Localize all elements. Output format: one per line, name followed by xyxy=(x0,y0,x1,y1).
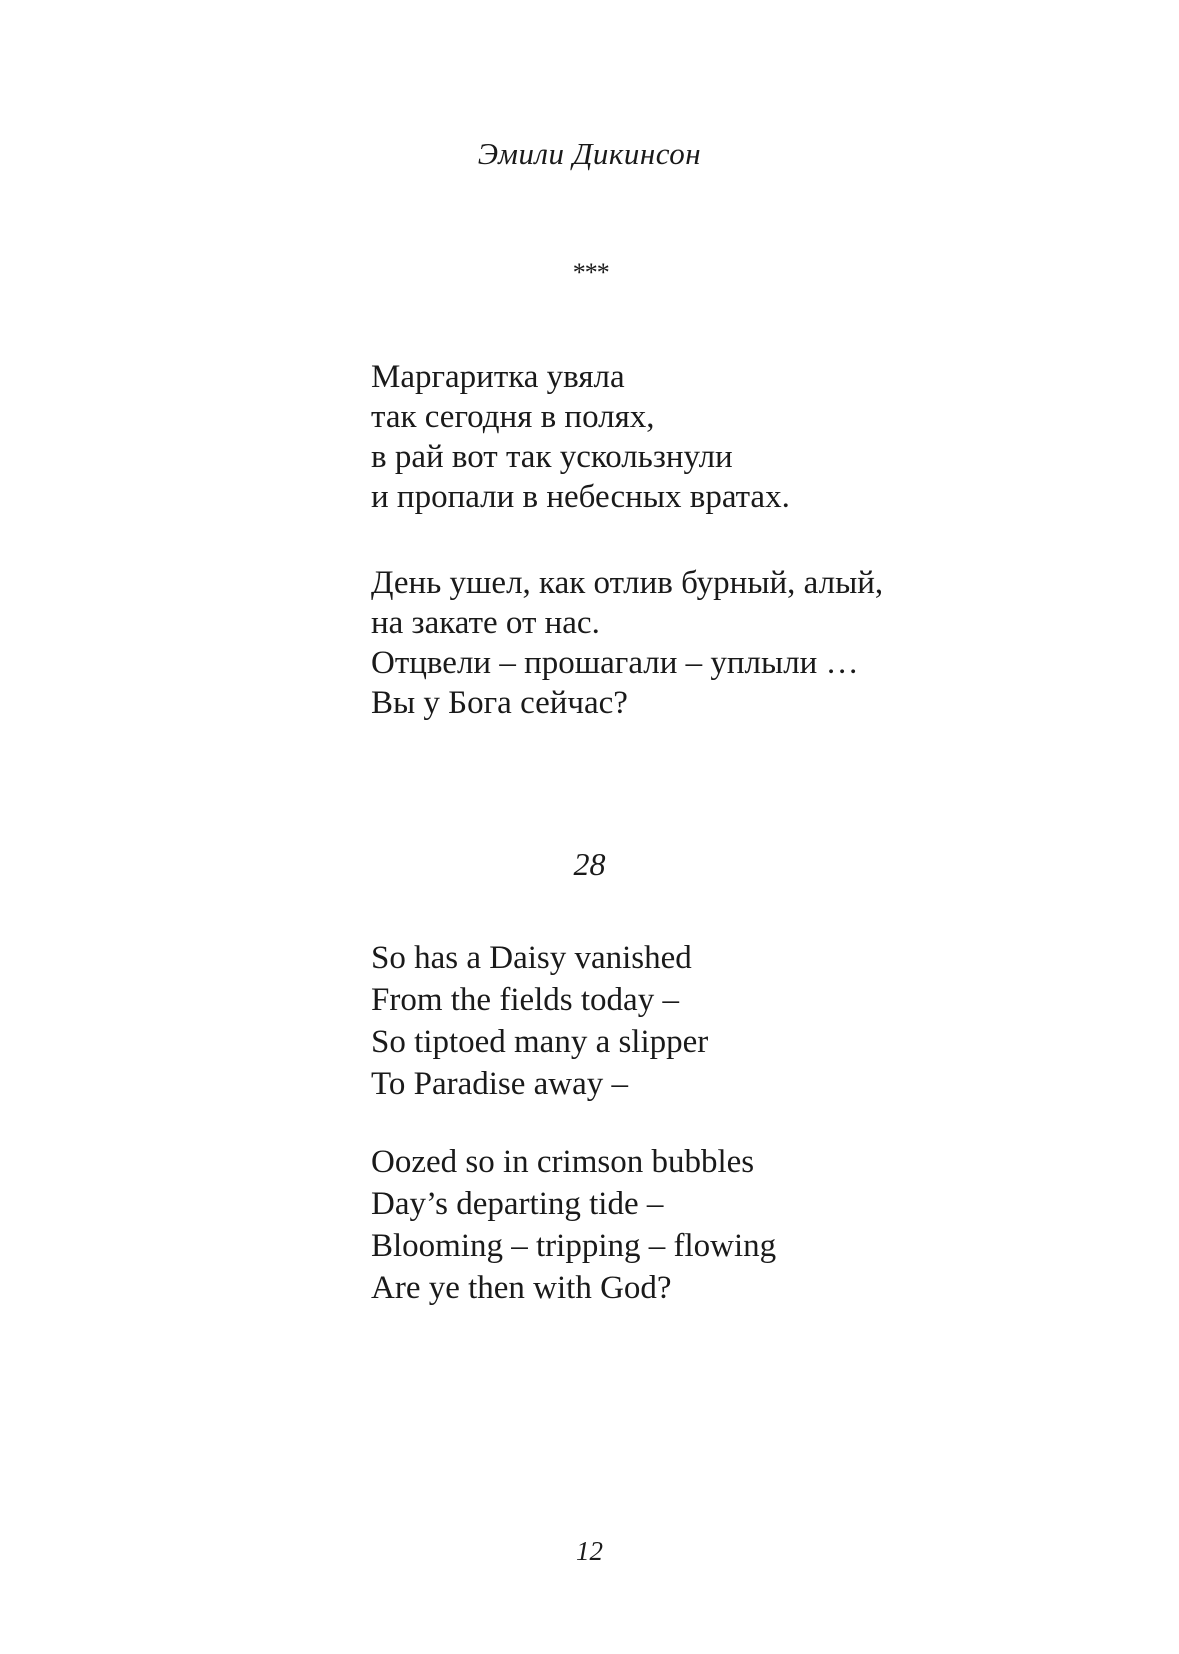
poem-line: From the fields today – xyxy=(371,982,679,1018)
poem-line: Маргаритка увяла xyxy=(371,359,625,395)
poem-line: так сегодня в полях, xyxy=(371,399,655,435)
running-head-author: Эмили Дикинсон xyxy=(477,136,702,171)
page-number: 12 xyxy=(576,1536,603,1566)
poem-line: День ушел, как отлив бурный, алый, xyxy=(371,565,884,601)
poem-line: Oozed so in crimson bubbles xyxy=(371,1144,755,1180)
poem-line: и пропали в небесных вратах. xyxy=(371,479,790,515)
poem-number: 28 xyxy=(573,846,606,882)
original-stanza-2 xyxy=(371,1141,776,1309)
poem-line: Are ye then with God? xyxy=(371,1270,672,1306)
poem-line: Вы у Бога сейчас? xyxy=(371,685,628,721)
translation-stanza-1 xyxy=(371,357,790,517)
translation-stanza-2 xyxy=(371,563,883,723)
poem-line: To Paradise away – xyxy=(371,1066,629,1102)
poem-line: в рай вот так ускользнули xyxy=(371,439,733,475)
poem-line: Blooming – tripping – flowing xyxy=(371,1228,777,1264)
section-separator: *** xyxy=(571,258,608,287)
poem-line: на закате от нас. xyxy=(371,605,600,641)
poem-line: So has a Daisy vanished xyxy=(371,940,692,976)
poem-line: Day’s departing tide – xyxy=(371,1186,664,1222)
poem-line: Отцвели – прошагали – уплыли … xyxy=(371,645,859,681)
original-stanza-1 xyxy=(371,937,708,1105)
poem-line: So tiptoed many a slipper xyxy=(371,1024,709,1060)
